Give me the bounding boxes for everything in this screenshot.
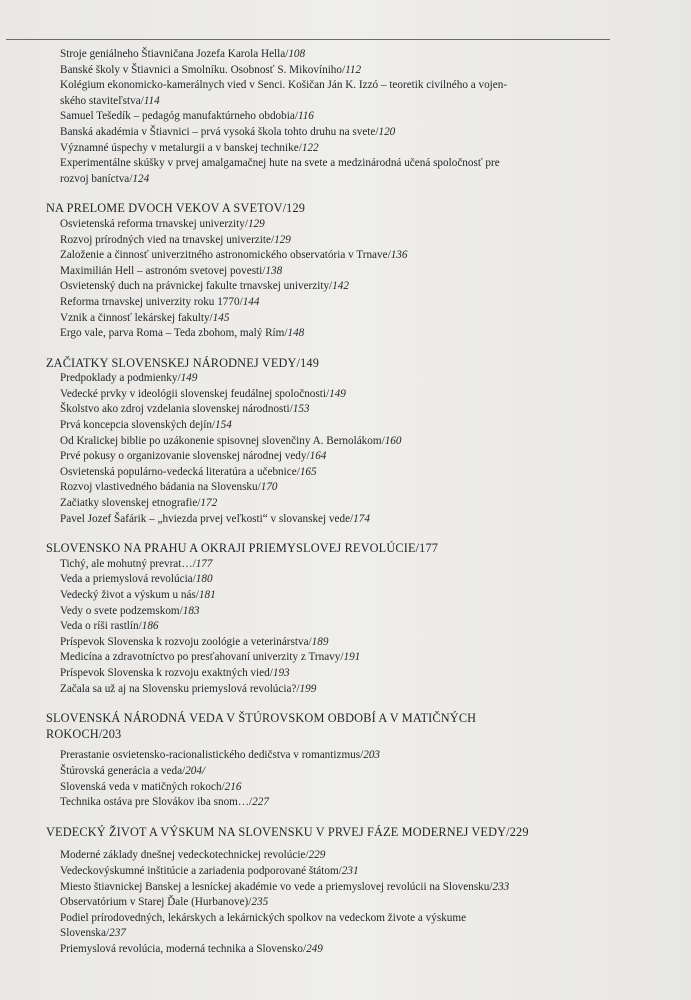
toc-entry: Kolégium ekonomicko-kamerálnych vied v Senci. Košičan Ján K. Izzó – teoretik civilného a vojen- [60,79,508,92]
toc-entry: Prvé pokusy o organizovanie slovenskej národnej vedy/164 [60,450,327,463]
page-number: 112 [345,63,362,76]
toc-entry: Vedy o svete podzemskom/183 [60,604,200,617]
page-number: 181 [198,589,216,601]
toc-entries [46,371,626,527]
toc-section [46,711,626,811]
page-number: 203 [363,749,380,762]
page-number: 108 [288,48,306,60]
toc-entry: Veda a priemyslová revolúcia/180 [60,573,213,586]
toc-entry: Osvietenská populárno-vedecká literatúra a učebnice/165 [60,465,317,478]
page-number: 165 [299,465,317,478]
page-number: 189 [311,635,329,648]
page-number: 204/ [185,764,206,777]
toc-entry: Prerastanie osvietensko-racionalistického dedičstva v romantizmus/203 [60,749,380,762]
page-number: 148 [287,327,305,340]
section-title-continued: ROKOCH/203 [46,726,122,741]
page-number: 136 [390,249,408,262]
page-number: 144 [242,295,260,308]
toc-entry: Vznik a činnosť lekárskej fakulty/145 [60,311,230,324]
page-number: 160 [384,434,402,447]
section-title: SLOVENSKÁ NÁRODNÁ VEDA V ŠTÚROVSKOM OBDOBÍ A V MATIČNÝCH [46,711,477,726]
toc-entry: Rozvoj vlastivedného bádania na Slovensku/170 [60,481,278,494]
toc-entry: Rozvoj prírodných vied na trnavskej univerzite/129 [60,233,291,246]
page-number: 199 [299,682,317,695]
toc-entry: Významné úspechy v metalurgii a v banskej technike/122 [60,141,319,154]
toc-entry: Vedecký život a výskum u nás/181 [60,589,216,601]
toc-entry: Technika ostáva pre Slovákov iba snom…/227 [60,796,269,809]
table-of-contents [46,47,626,971]
toc-section [46,47,626,187]
page-number: 138 [265,264,283,277]
toc-entries [46,748,626,810]
toc-entry: Priemyslová revolúcia, moderná technika a Slovensko/249 [60,942,323,955]
toc-entry: Vedecké prvky v ideológii slovenskej feudálnej spoločnosti/149 [60,387,346,400]
toc-section [46,201,626,341]
toc-entries [46,217,626,342]
toc-entry: Začala sa už aj na Slovensku priemyslová revolúcia?/199 [60,682,317,695]
toc-entry: Osvietenský duch na právnickej fakulte trnavskej univerzity/142 [60,280,349,293]
page-number: 142 [332,280,349,293]
toc-entry: Vedeckovýskumné inštitúcie a zariadenia podporované štátom/231 [60,864,359,877]
toc-entry: Banská akadémia v Štiavnici – prvá vysoká škola tohto druhu na svete/120 [60,125,396,138]
toc-entry: Stroje geniálneho Štiavničana Jozefa Karola Hella/108 [60,48,306,60]
page-number: 229 [308,849,326,862]
toc-entries [46,557,626,697]
page-number: 172 [200,497,218,510]
toc-entry: Miesto štiavnickej Banskej a lesníckej akadémie vo vede a priemyslovej revolúcii na Slovensku/233 [60,880,510,893]
page-number: 216 [224,780,242,793]
page-number: 154 [215,419,232,432]
page-number: 145 [212,311,230,324]
page-number: 129 [247,217,265,230]
toc-entry: Experimentálne skúšky v prvej amalgamačnej hute na svete a medzinárodná učená spoločnosť pre [60,157,500,170]
toc-entry: Observatórium v Starej Ďale (Hurbanove)/235 [60,896,269,909]
toc-entry: Od Kralickej biblie po uzákonenie spisovnej slovenčiny A. Bernolákom/160 [60,434,402,447]
toc-section [46,825,626,958]
page-number: 177 [195,557,213,570]
page-number: 122 [301,141,319,154]
toc-entry: Slovenská veda v matičných rokoch/216 [60,780,242,793]
toc-section [46,541,626,697]
page-number: 170 [260,481,278,494]
toc-entry: Maximilián Hell – astronóm svetovej povesti/138 [60,264,283,277]
page-number: 180 [195,573,213,586]
page-number: 183 [182,604,200,617]
section-title: VEDECKÝ ŽIVOT A VÝSKUM NA SLOVENSKU V PRVEJ FÁZE MODERNEJ VEDY/229 [46,824,529,839]
page-number: 227 [252,796,269,809]
page-number: 114 [143,94,160,107]
toc-entry: Príspevok Slovenska k rozvoju exaktných vied/193 [60,666,290,679]
toc-entry: Prvá koncepcia slovenských dejín/154 [60,419,232,432]
toc-entries [46,47,626,187]
toc-entry: Pavel Jozef Šafárik – „hviezda prvej veľkosti“ v slovanskej vede/174 [60,512,370,525]
toc-entry: Tichý, ale mohutný prevrat…/177 [60,557,213,570]
page-number: 174 [353,512,370,525]
section-title: SLOVENSKO NA PRAHU A OKRAJI PRIEMYSLOVEJ REVOLÚCIE/177 [46,541,439,556]
page-number: 193 [272,666,290,679]
toc-entry: Príspevok Slovenska k rozvoju zoológie a veterinárstva/189 [60,635,329,648]
toc-entry: ského staviteľstva/114 [60,94,160,107]
page-number: 129 [274,233,291,246]
page-number: 237 [109,927,126,940]
toc-entry: Štúrovská generácia a veda/204/ [60,764,206,777]
toc-entry: rozvoj baníctva/124 [60,172,150,185]
toc-entry: Moderné základy dnešnej vedeckotechnickej revolúcie/229 [60,849,326,862]
section-title: NA PRELOME DVOCH VEKOV A SVETOV/129 [46,201,306,216]
toc-entries [46,848,626,957]
page-number: 233 [492,880,510,893]
page-number: 149 [180,372,198,385]
page-number: 116 [297,110,314,123]
page-number: 186 [141,620,159,633]
page-number: 120 [378,125,396,138]
toc-entry: Medicína a zdravotníctvo po presťahovaní univerzity z Trnavy/191 [60,651,361,664]
toc-entry: Začiatky slovenskej etnografie/172 [60,497,218,510]
toc-entry: Predpoklady a podmienky/149 [60,372,198,385]
section-title: ZAČIATKY SLOVENSKEJ NÁRODNEJ VEDY/149 [46,355,320,370]
toc-entry: Samuel Tešedík – pedagóg manufaktúrneho obdobia/116 [60,110,314,123]
toc-entry: Založenie a činnosť univerzitného astronomického observatória v Trnave/136 [60,249,408,262]
page-number: 164 [309,450,327,463]
toc-entry: Podiel prírodovedných, lekárskych a lekárnických spolkov na vedeckom živote a výskume [60,911,467,924]
toc-entry: Ergo vale, parva Roma – Teda zbohom, malý Rím/148 [60,327,305,340]
toc-entry: Školstvo ako zdroj vzdelania slovenskej národnosti/153 [60,403,310,416]
page-number: 124 [132,172,150,185]
header-rule [6,39,610,40]
toc-entry: Banské školy v Štiavnici a Smolníku. Osobnosť S. Mikovíniho/112 [60,63,362,76]
page-number: 153 [292,403,310,416]
page-number: 149 [329,387,346,400]
page-number: 249 [306,942,323,955]
toc-entry: Slovenska/237 [60,927,126,940]
toc-entry: Osvietenská reforma trnavskej univerzity/129 [60,217,265,230]
page-number: 231 [341,864,359,877]
page-number: 235 [251,896,269,909]
toc-section [46,356,626,528]
toc-entry: Reforma trnavskej univerzity roku 1770/144 [60,295,260,308]
page-number: 191 [343,651,361,664]
toc-entry: Veda o ríši rastlín/186 [60,620,159,633]
